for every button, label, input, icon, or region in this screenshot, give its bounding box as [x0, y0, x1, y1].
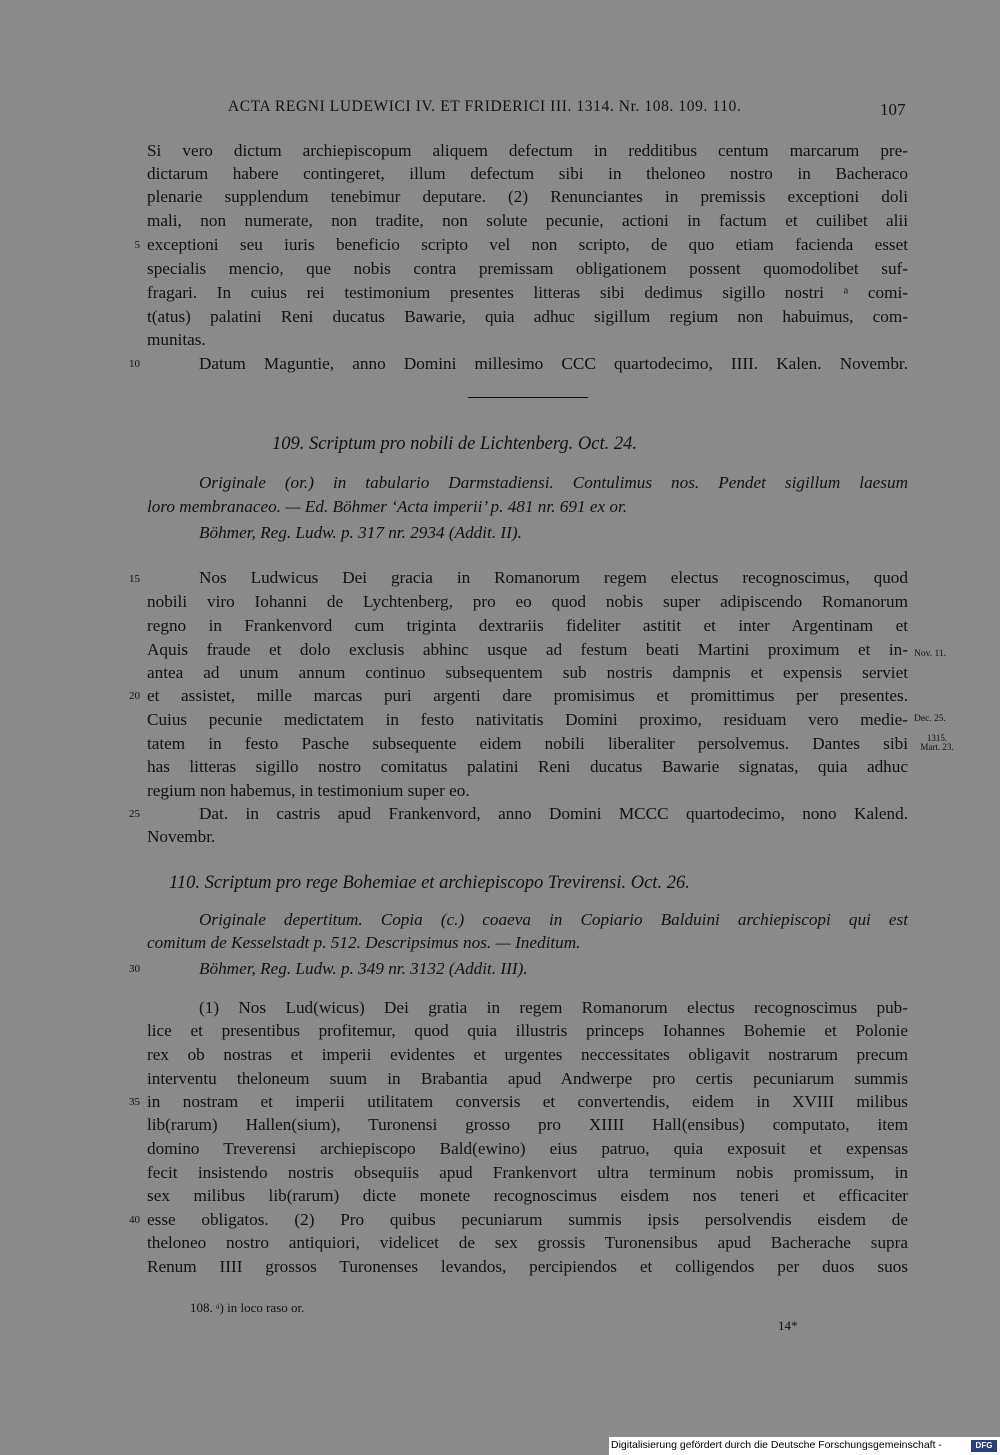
text-line: t(atus) palatini Reni ducatus Bawarie, quia adhuc sigillum regium non habuimus, com-: [147, 307, 908, 326]
dating-line: Dat. in castris apud Frankenvord, anno Domini MCCC quartodecimo, nono Kalend.: [199, 804, 908, 823]
dating-line: Datum Maguntie, anno Domini millesimo CCC quartodecimo, IIII. Kalen. Novembr.: [199, 354, 908, 373]
text-line: Nos Ludwicus Dei gracia in Romanorum regem electus recognoscimus, quod: [199, 568, 908, 587]
footnote: 108. ᵃ) in loco raso or.: [190, 1300, 305, 1315]
text-line: esse obligatos. (2) Pro quibus pecuniarum summis ipsis persolvendis eisdem de: [147, 1210, 908, 1229]
line-number: 5: [134, 239, 140, 251]
text-line: tatem in festo Pasche subsequente eidem nobili liberaliter persolvemus. Dantes sibi: [147, 734, 908, 753]
text-line: dictarum habere contingeret, illum defectum sibi in theloneo nostro in Bacheraco: [147, 164, 908, 183]
line-number: 20: [129, 690, 140, 702]
source-line: Originale depertitum. Copia (c.) coaeva in Copiario Balduini archiepiscopi qui est: [199, 910, 908, 929]
text-line: has litteras sigillo nostro comitatus palatini Reni ducatus Bawarie signatas, quia adhuc: [147, 757, 908, 776]
text-line: exceptioni seu iuris beneficio scripto vel non scripto, de quo etiam facienda esset: [147, 235, 908, 254]
dfg-logo-icon: DFG: [971, 1440, 997, 1452]
section-title-110: 110. Scriptum pro rege Bohemiae et archiepiscopo Trevirensi. Oct. 26.: [169, 873, 690, 893]
text-line: interventu theloneum suum in Brabantia apud Andwerpe pro certis pecuniarum summis: [147, 1069, 908, 1088]
text-line: theloneo nostro antiquiori, videlicet de sex grossis Turonensibus apud Bacherache supra: [147, 1233, 908, 1252]
text-line: munitas.: [147, 330, 206, 349]
text-line: nobili viro Iohanni de Lychtenberg, pro eo quod nobis super adipiscendo Romanorum: [147, 592, 908, 611]
line-number: 35: [129, 1096, 140, 1108]
text-line: (1) Nos Lud(wicus) Dei gratia in regem Romanorum electus recognoscimus pub-: [199, 998, 908, 1017]
line-number: 10: [129, 358, 140, 370]
credit-text: Digitalisierung gefördert durch die Deutsche Forschungsgemeinschaft -: [611, 1439, 942, 1451]
text-line: antea ad unum annum continuo subsequentem sub nostris dampnis et expensis serviet: [147, 663, 908, 682]
text-line: Renum IIII grossos Turonenses levandos, percipiendos et colligendos per duos suos: [147, 1257, 908, 1276]
digitization-credit-bar: [609, 1437, 1000, 1455]
line-number: 25: [129, 808, 140, 820]
text-line: lice et presentibus profitemur, quod quia illustris princeps Iohannes Bohemie et Polonie: [147, 1021, 908, 1040]
text-line: fragari. In cuius rei testimonium presentes litteras sibi dedimus sigillo nostri ᵃ comi-: [147, 283, 908, 302]
text-line: lib(rarum) Hallen(sium), Turonensi grosso pro XIIII Hall(ensibus) computato, item: [147, 1115, 908, 1134]
margin-date: Nov. 11.: [914, 649, 947, 659]
source-line: comitum de Kesselstadt p. 512. Descripsimus nos. — Ineditum.: [147, 933, 581, 952]
text-line: domino Treverensi archiepiscopo Bald(ewino) eius patruo, quia exposuit et expensas: [147, 1139, 908, 1158]
line-number: 15: [129, 573, 140, 585]
text-line: Aquis fraude et dolo exclusis abhinc usque ad festum beati Martini proximum et in-: [147, 640, 908, 659]
regest-line: Böhmer, Reg. Ludw. p. 349 nr. 3132 (Addit. III).: [199, 959, 528, 978]
source-line: loro membranaceo. — Ed. Böhmer ‘Acta imperii’ p. 481 nr. 691 ex or.: [147, 497, 628, 516]
signature-mark: 14*: [778, 1318, 798, 1333]
line-number: 40: [129, 1214, 140, 1226]
section-divider: [468, 397, 588, 398]
page-number: 107: [880, 100, 906, 119]
regest-line: Böhmer, Reg. Ludw. p. 317 nr. 2934 (Addit. II).: [199, 523, 522, 542]
text-line: et assistet, mille marcas puri argenti dare promisimus et promittimus per presentes.: [147, 686, 908, 705]
line-number: 30: [129, 963, 140, 975]
source-line: Originale (or.) in tabulario Darmstadiensi. Contulimus nos. Pendet sigillum laesum: [199, 473, 908, 492]
text-line: fecit insistendo nostris obsequiis apud Frankenvort ultra terminum nobis promissum, in: [147, 1163, 908, 1182]
margin-date: 1315. Mart. 23.: [920, 733, 954, 752]
running-title: ACTA REGNI LUDEWICI IV. ET FRIDERICI III. 1314. Nr. 108. 109. 110.: [228, 98, 742, 115]
text-line: specialis mencio, que nobis contra premissam obligationem possent quomodolibet suf-: [147, 259, 908, 278]
text-line: in nostram et imperii utilitatem conversis et convertendis, eidem in XVIII milibus: [147, 1092, 908, 1111]
section-title-109: 109. Scriptum pro nobili de Lichtenberg. Oct. 24.: [272, 434, 637, 454]
text-line: sex milibus lib(rarum) dicte monete recognoscimus eisdem nos teneri et efficaciter: [147, 1186, 908, 1205]
text-line: plenarie supplendum tenebimur deputare. (2) Renunciantes in premissis exceptioni doli: [147, 187, 908, 206]
text-line: rex ob nostras et imperii evidentes et urgentes neccessitates obligavit nostrarum precum: [147, 1045, 908, 1064]
text-line: Si vero dictum archiepiscopum aliquem defectum in redditibus centum marcarum pre-: [147, 141, 908, 160]
margin-date: Dec. 25.: [914, 714, 946, 724]
text-line: regium non habemus, in testimonium super eo.: [147, 781, 470, 800]
text-line: mali, non numerate, non tradite, non solute pecunie, actioni in factum et cuilibet alii: [147, 211, 908, 230]
text-line: Novembr.: [147, 827, 216, 846]
text-line: regno in Frankenvord cum triginta dextrariis fideliter astitit et inter Argentinam et: [147, 616, 908, 635]
text-line: Cuius pecunie medictatem in festo nativitatis Domini proximo, residuam vero medie-: [147, 710, 908, 729]
